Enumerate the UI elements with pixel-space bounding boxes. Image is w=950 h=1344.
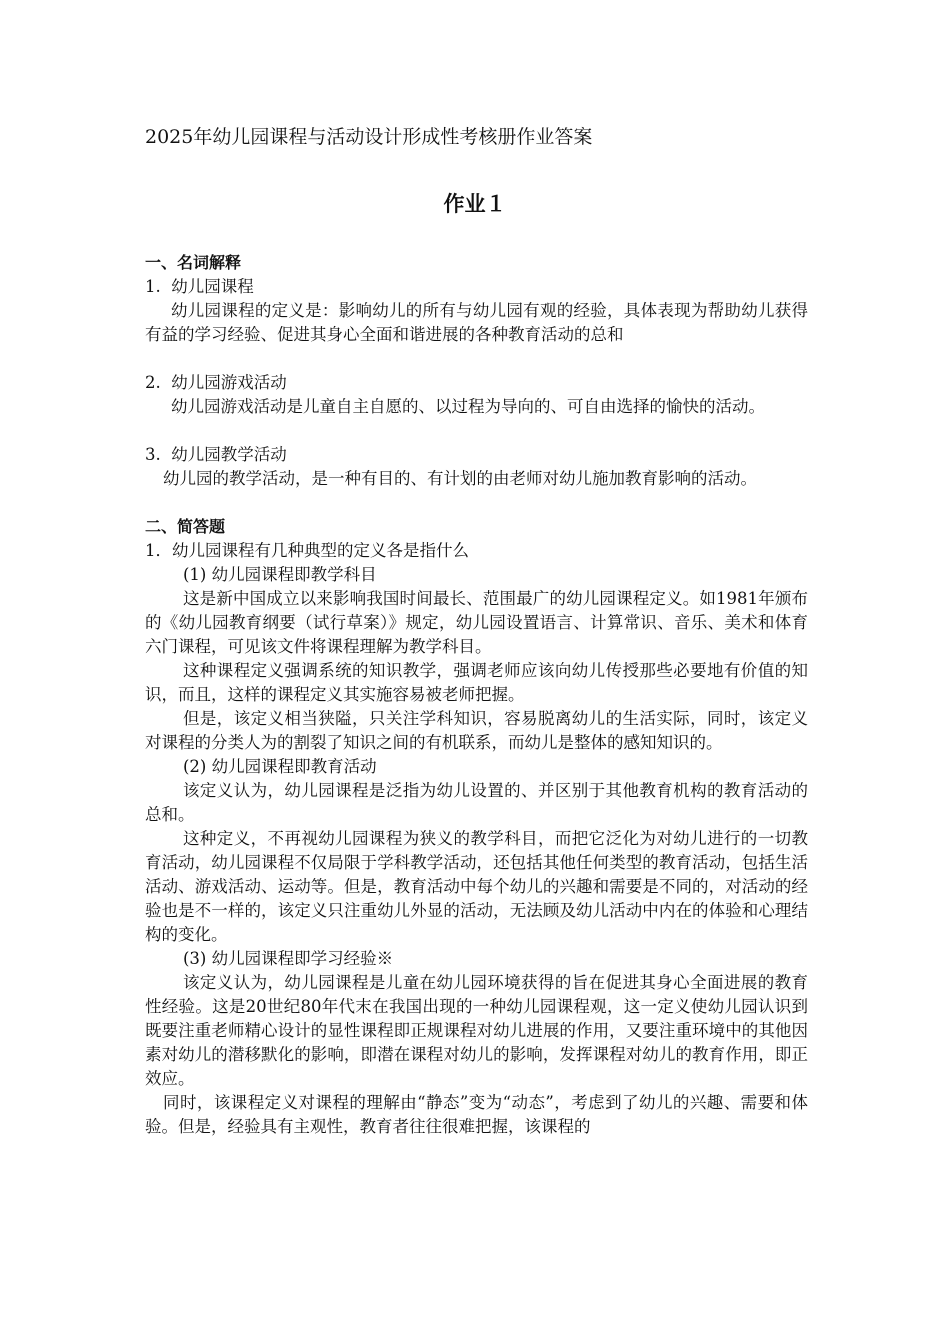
document-title: 2025年幼儿园课程与活动设计形成性考核册作业答案 [145,126,593,148]
term-definition: 幼儿园游戏活动是儿童自主自愿的、以过程为导向的、可自由选择的愉快的活动。 [171,397,765,416]
subsection-label: (1) 幼儿园课程即教学科目 [183,565,377,584]
paragraph: 这是新中国成立以来影响我国时间最长、范围最广的幼儿园课程定义。如1981年颁布的《幼儿园教育纲要（试行草案）》规定，幼儿园设置语言、计算常识、音乐、美术和体育六门课程，可见该文件将课程理解为教学科目。 [145,589,808,656]
term-definition: 幼儿园的教学活动，是一种有目的、有计划的由老师对幼儿施加教育影响的活动。 [163,469,757,488]
paragraph: 该定义认为，幼儿园课程是儿童在幼儿园环境获得的旨在促进其身心全面进展的教育性经验。这是20世纪80年代末在我国出现的一种幼儿园课程观，这一定义使幼儿园认识到既要注重老师精心设计的显性课程即正规课程对幼儿进展的作用，又要注重环境中的其他因素对幼儿的潜移默化的影响，即潜在课程对幼儿的影响，发挥课程对幼儿的教育作用，即正效应。 [145,973,808,1088]
homework-title: 作业１ [443,192,507,216]
document-body [145,251,808,1139]
paragraph: 但是，该定义相当狭隘，只关注学科知识，容易脱离幼儿的生活实际，同时，该定义对课程的分类人为的割裂了知识之间的有机联系，而幼儿是整体的感知知识的。 [145,709,808,752]
paragraph: 该定义认为，幼儿园课程是泛指为幼儿设置的、并区别于其他教育机构的教育活动的总和。 [145,781,808,824]
section-heading-short-answer: 二、简答题 [145,517,226,536]
subsection-label: (3) 幼儿园课程即学习经验※ [183,949,394,968]
paragraph: 这种课程定义强调系统的知识教学，强调老师应该向幼儿传授那些必要地有价值的知识，而且，这样的课程定义其实施容易被老师把握。 [145,661,808,704]
paragraph: 同时，该课程定义对课程的理解由“静态”变为“动态”，考虑到了幼儿的兴趣、需要和体验。但是，经验具有主观性，教育者往往很难把握，该课程的 [145,1093,808,1136]
term-label: 2. 幼儿园游戏活动 [145,373,287,392]
question-text: 1．幼儿园课程有几种典型的定义各是指什么 [145,541,469,560]
term-label: 1. 幼儿园课程 [145,277,254,296]
term-label: 3. 幼儿园教学活动 [145,445,287,464]
section-heading-terms: 一、名词解释 [145,253,242,272]
subsection-label: (2) 幼儿园课程即教育活动 [183,757,377,776]
paragraph: 这种定义，不再视幼儿园课程为狭义的教学科目，而把它泛化为对幼儿进行的一切教育活动，幼儿园课程不仅局限于学科教学活动，还包括其他任何类型的教育活动，包括生活活动、游戏活动、运动等。但是，教育活动中每个幼儿的兴趣和需要是不同的，对活动的经验也是不一样的，该定义只注重幼儿外显的活动，无法顾及幼儿活动中内在的体验和心理结构的变化。 [145,829,808,944]
term-definition: 幼儿园课程的定义是：影响幼儿的所有与幼儿园有观的经验，具体表现为帮助幼儿获得有益的学习经验、促进其身心全面和谐进展的各种教育活动的总和 [145,301,808,344]
